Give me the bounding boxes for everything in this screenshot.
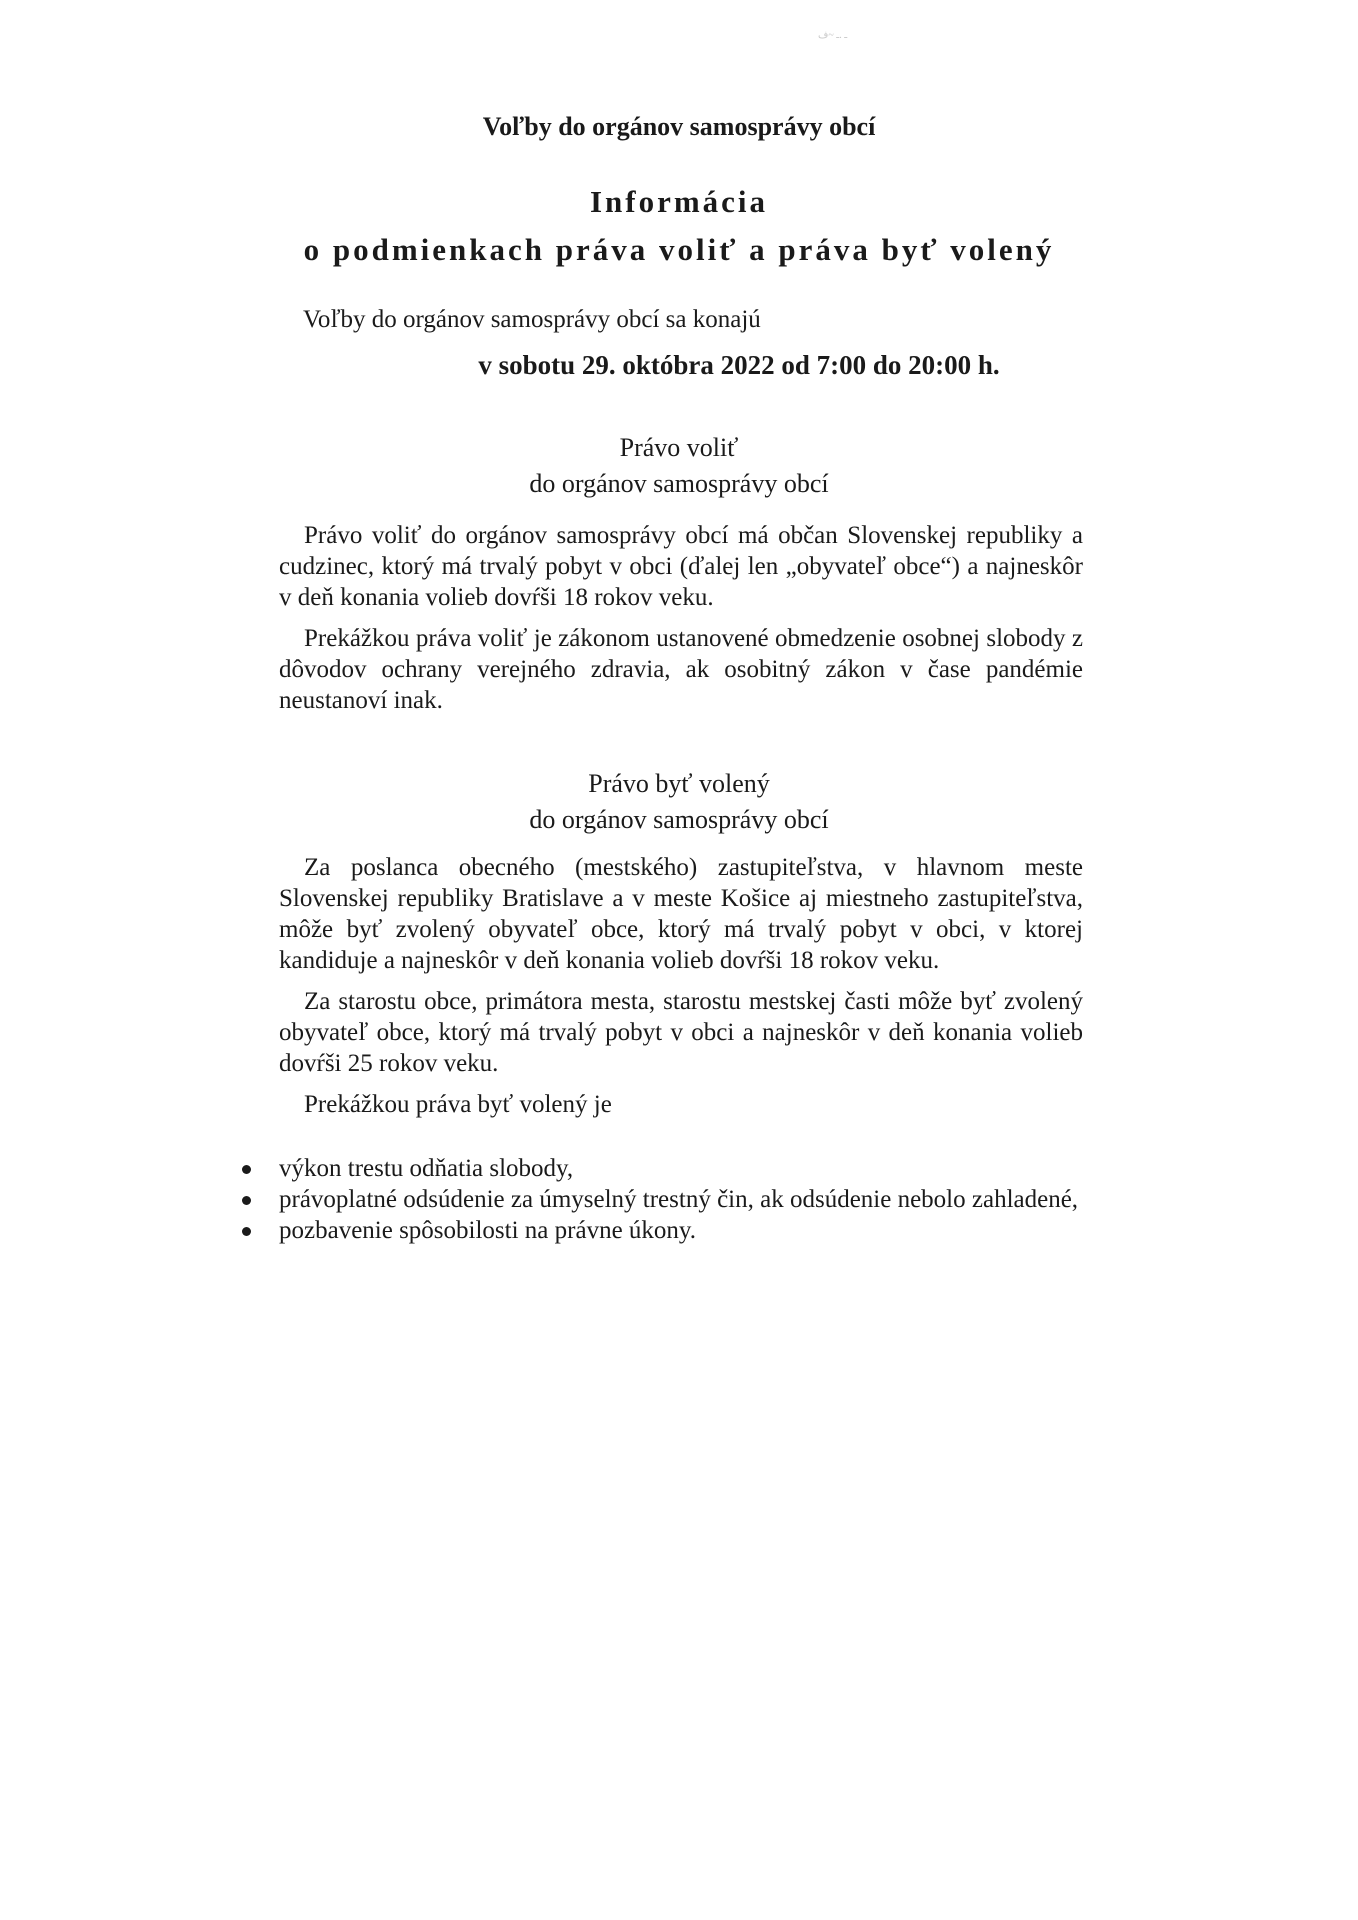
list-item-text: výkon trestu odňatia slobody, (279, 1155, 574, 1182)
obstacles-list (239, 1153, 1083, 1246)
section2-body (279, 852, 1083, 1120)
intro-text: Voľby do orgánov samosprávy obcí sa konajú (303, 306, 761, 333)
section2-heading-line1: Právo byť volený (588, 769, 770, 798)
paragraph: Prekážkou práva byť volený je (304, 1091, 612, 1118)
document-title (0, 178, 1358, 274)
paragraph: Prekážkou práva voliť je zákonom ustanovené obmedzenie osobnej slobody z dôvodov ochrany verejného zdravia, ak osobitný zákon v čase pandémie neustanoví inak. (279, 625, 1083, 714)
section1-body (279, 520, 1083, 726)
bullet-icon (242, 1196, 251, 1205)
list-item (239, 1153, 1083, 1184)
section-heading-right-to-vote (0, 430, 1358, 502)
document-subtitle: Voľby do orgánov samosprávy obcí (482, 112, 876, 141)
title-line-1: Informácia (589, 184, 769, 219)
paragraph: Za starostu obce, primátora mesta, starostu mestskej časti môže byť zvolený obyvateľ obce, ktorý má trvalý pobyt v obci a najneskôr v deň konania volieb dovŕši 25 rokov veku. (279, 988, 1083, 1077)
list-item-text: pozbavenie spôsobilosti na právne úkony. (279, 1217, 697, 1244)
paragraph: Za poslanca obecného (mestského) zastupiteľstva, v hlavnom meste Slovenskej republiky Bratislave a v meste Košice aj miestneho zastupiteľstva, môže byť zvolený obyvateľ obce, ktorý má trvalý pobyt v obci, v ktorej kandiduje a najneskôr v deň konania volieb dovŕši 18 rokov veku. (279, 854, 1083, 974)
section1-heading-line1: Právo voliť (619, 433, 739, 462)
section2-heading-line2: do orgánov samosprávy obcí (529, 805, 829, 834)
title-line-2: o podmienkach práva voliť a práva byť volený (303, 232, 1055, 267)
list-item (239, 1184, 1083, 1215)
election-date: v sobotu 29. októbra 2022 od 7:00 do 20:00 h. (478, 350, 1000, 380)
scan-artifact: ـ .ـ ~ف (818, 30, 848, 41)
bullet-icon (242, 1165, 251, 1174)
section-heading-right-to-be-elected (0, 766, 1358, 838)
list-item (239, 1215, 1083, 1246)
bullet-icon (242, 1227, 251, 1236)
list-item-text: právoplatné odsúdenie za úmyselný trestný čin, ak odsúdenie nebolo zahladené, (279, 1186, 1079, 1213)
paragraph: Právo voliť do orgánov samosprávy obcí má občan Slovenskej republiky a cudzinec, ktorý má trvalý pobyt v obci (ďalej len „obyvateľ obce“) a najneskôr v deň konania volieb dovŕši 18 rokov veku. (279, 522, 1083, 611)
section1-heading-line2: do orgánov samosprávy obcí (529, 469, 829, 498)
